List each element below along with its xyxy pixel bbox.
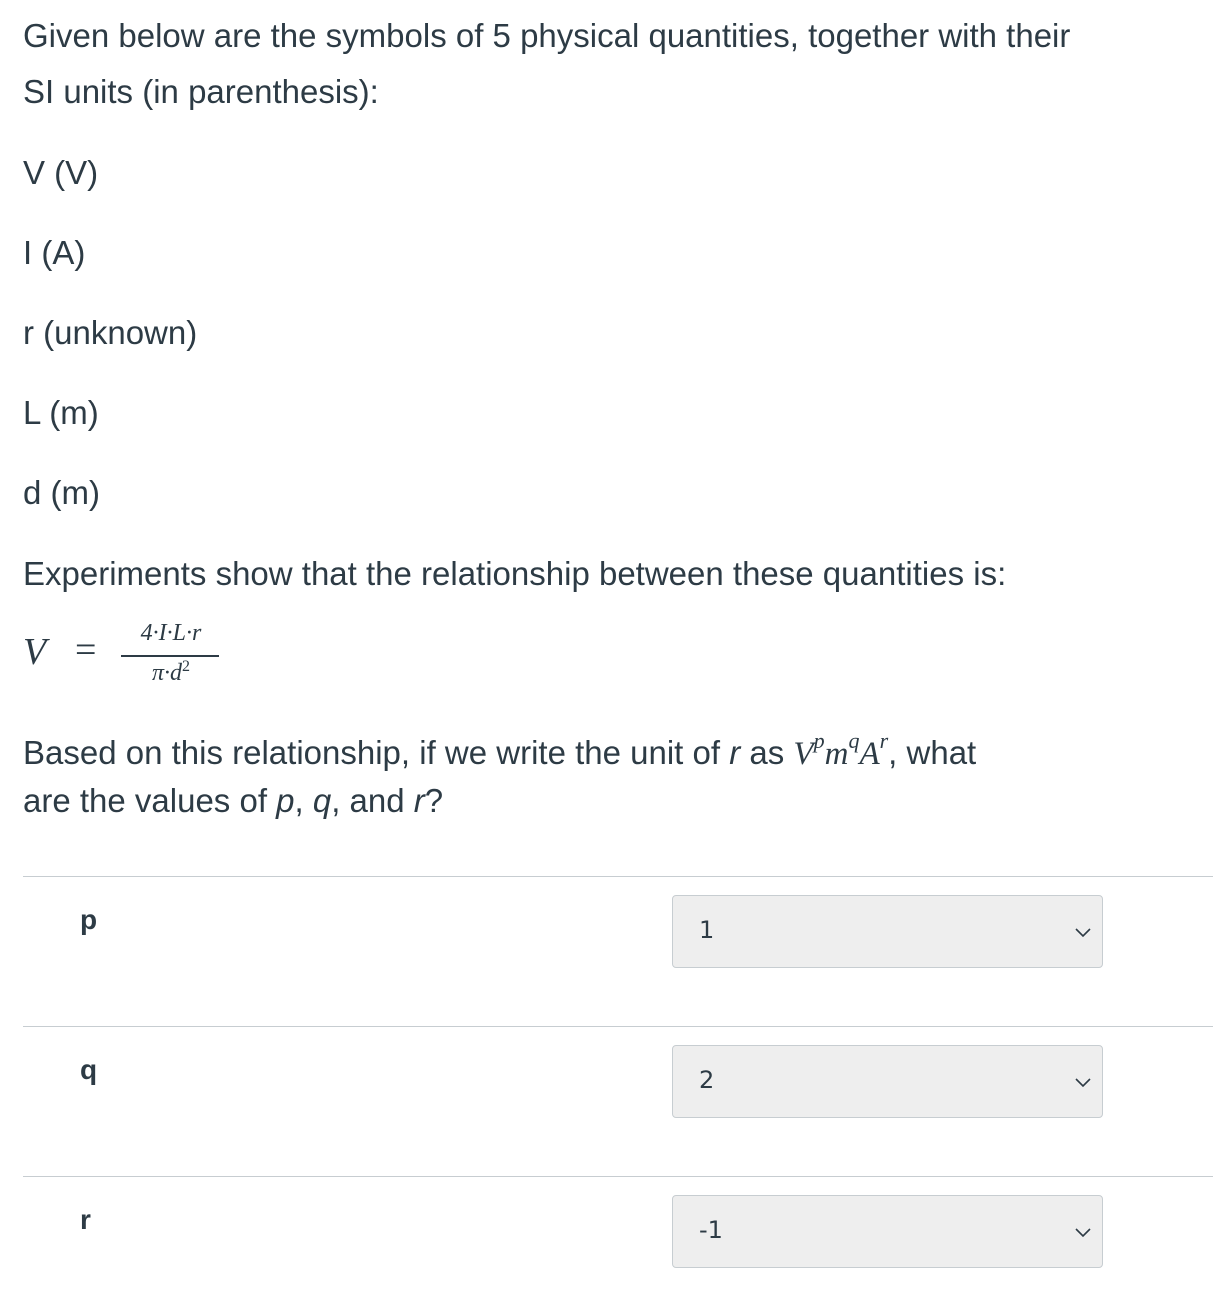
exponent-r: r	[879, 728, 889, 753]
question-var-r: r	[729, 734, 741, 771]
answer-label-r: r	[80, 1204, 91, 1235]
quantity-l: L (m)	[23, 394, 99, 431]
fraction-bar	[121, 655, 219, 657]
answer-label-q: q	[80, 1054, 98, 1085]
unit-a: A	[859, 736, 880, 772]
quantity-i: I (A)	[23, 234, 86, 271]
formula-equals: =	[75, 629, 97, 671]
answer-select-r[interactable]	[672, 1195, 1103, 1268]
unit-m: m	[824, 736, 849, 772]
formula-denominator	[123, 658, 219, 687]
question-var-q: q	[312, 782, 332, 819]
formula-denominator-base: π·d	[151, 660, 183, 686]
chevron-down-icon	[1074, 1073, 1092, 1091]
chevron-down-icon	[1074, 1223, 1092, 1241]
answer-select-p[interactable]	[672, 895, 1103, 968]
relationship-text: Experiments show that the relationship between these quantities is:	[23, 555, 1007, 592]
question-line2-b: , and	[331, 782, 414, 819]
answer-select-q-value: 2	[699, 1066, 715, 1094]
question-var-r2: r	[413, 782, 425, 819]
question-part-3: , what	[888, 734, 977, 771]
quantity-d: d (m)	[23, 474, 100, 511]
exponent-p: p	[813, 728, 825, 753]
answer-select-q[interactable]	[672, 1045, 1103, 1118]
formula	[23, 612, 283, 692]
unit-expression	[793, 728, 889, 772]
formula-numerator: 4·I·L·r	[140, 620, 202, 646]
intro-line-1: Given below are the symbols of 5 physical quantities, together with their	[23, 17, 1071, 54]
question-sep-1: ,	[294, 782, 313, 819]
row-divider	[23, 1176, 1213, 1177]
answer-label-p: p	[80, 904, 98, 935]
formula-lhs: V	[23, 631, 47, 673]
quantity-r: r (unknown)	[23, 314, 198, 351]
row-divider	[23, 876, 1213, 877]
chevron-down-icon	[1074, 923, 1092, 941]
formula-denominator-exponent: 2	[182, 658, 191, 675]
question-part-1: Based on this relationship, if we write the unit of	[23, 734, 730, 771]
unit-v: V	[793, 736, 814, 772]
question-line2-a: are the values of	[23, 782, 277, 819]
question-var-p: p	[276, 782, 295, 819]
question-line-2	[23, 773, 443, 829]
exponent-q: q	[848, 728, 860, 753]
quantity-v: V (V)	[23, 154, 99, 191]
row-divider	[23, 1026, 1213, 1027]
intro-line-2: SI units (in parenthesis):	[23, 73, 379, 110]
question-part-2: as	[740, 734, 794, 771]
answer-select-r-value: -1	[699, 1216, 723, 1244]
answer-select-p-value: 1	[699, 916, 715, 944]
question-end: ?	[424, 782, 444, 819]
